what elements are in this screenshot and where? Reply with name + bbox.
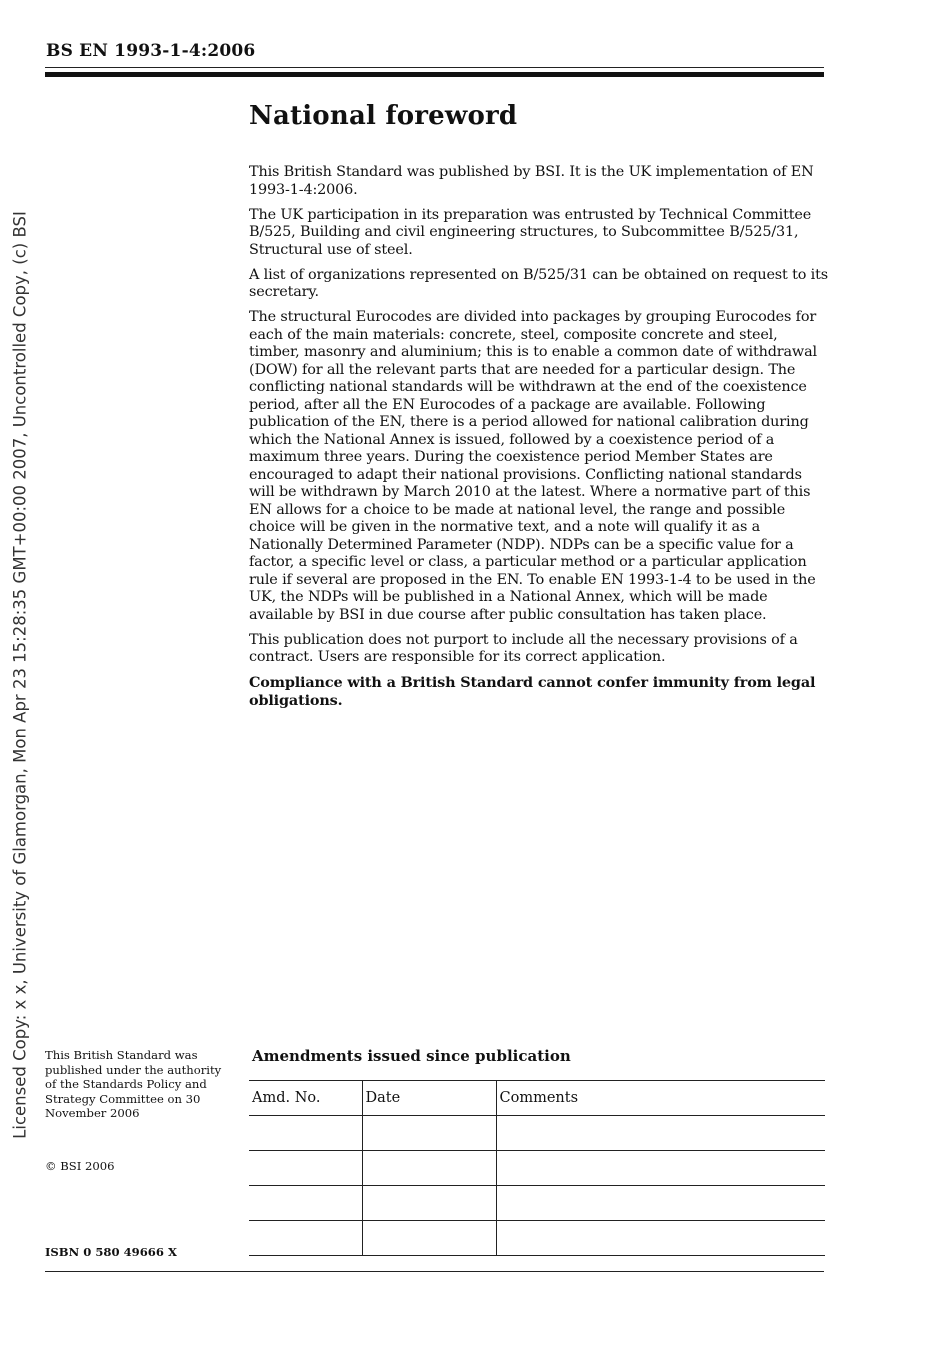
table-cell (362, 1116, 496, 1151)
table-cell (249, 1221, 362, 1256)
table-cell (249, 1186, 362, 1221)
foreword-body (249, 164, 829, 717)
paragraph: A list of organizations represented on B/525/31 can be obtained on request to its secretary. (249, 266, 828, 300)
amendments-table (249, 1080, 825, 1256)
table-cell (362, 1221, 496, 1256)
paragraph: This British Standard was published by BSI. It is the UK implementation of EN 1993-1-4:2006. (249, 164, 814, 198)
table-row (249, 1186, 825, 1221)
paragraph: This publication does not purport to include all the necessary provisions of a contract. Users are responsible for its correct application. (249, 631, 798, 665)
copyright-notice: © BSI 2006 (45, 1159, 115, 1173)
table-cell (249, 1151, 362, 1186)
paragraph: The structural Eurocodes are divided into packages by grouping Eurocodes for each of the main materials: concrete, steel, composite concrete and steel, timber, masonry and aluminium; this is to enable a common date of withdrawal (DOW) for all the relevant parts that are needed for a particular design. The conflicting national standards will be withdrawn at the end of the coexistence period, after all the EN Eurocodes of a package are available. Following publication of the EN, there is a period allowed for national calibration during which the National Annex is issued, followed by a coexistence period of a maximum three years. During the coexistence period Member States are encouraged to adapt their national provisions. Conflicting national standards will be withdrawn by March 2010 at the latest. Where a normative part of this EN allows for a choice to be made at national level, the range and possible choice will be given in the normative text, and a note will qualify it as a Nationally Determined Parameter (NDP). NDPs can be a specific value for a factor, a specific level or class, a particular method or a particular application rule if several are proposed in the EN. To enable EN 1993-1-4 to be used in the UK, the NDPs will be published in a National Annex, which will be made available by BSI in due course after public consultation has taken place. (249, 309, 817, 623)
license-stamp: Licensed Copy: x x, University of Glamorgan, Mon Apr 23 15:28:35 GMT+00:00 2007, Uncontrolled Copy, (c) BSI (10, 211, 30, 1139)
header-rule-thin (45, 67, 824, 68)
amendments-title: Amendments issued since publication (252, 1047, 571, 1065)
table-row (249, 1116, 825, 1151)
table-cell (496, 1186, 825, 1221)
document-code: BS EN 1993-1-4:2006 (46, 41, 256, 61)
table-row (249, 1221, 825, 1256)
header-rule-thick (45, 72, 824, 77)
table-row (249, 1151, 825, 1186)
column-header-amd-no: Amd. No. (249, 1081, 362, 1116)
isbn: ISBN 0 580 49666 X (45, 1245, 177, 1259)
table-cell (496, 1221, 825, 1256)
table-cell (362, 1151, 496, 1186)
page-title: National foreword (249, 101, 518, 131)
authority-note: This British Standard was published under the authority of the Standards Policy and Strategy Committee on 30 November 2006 (45, 1048, 222, 1120)
table-header-row (249, 1081, 825, 1116)
table-cell (249, 1116, 362, 1151)
table-cell (496, 1151, 825, 1186)
compliance-note: Compliance with a British Standard cannot confer immunity from legal obligations. (249, 674, 816, 709)
paragraph: The UK participation in its preparation was entrusted by Technical Committee B/525, Building and civil engineering structures, to Subcommittee B/525/31, Structural use of steel. (249, 206, 812, 258)
table-cell (496, 1116, 825, 1151)
footer-rule (45, 1271, 824, 1272)
column-header-comments: Comments (496, 1081, 825, 1116)
column-header-date: Date (362, 1081, 496, 1116)
table-cell (362, 1186, 496, 1221)
